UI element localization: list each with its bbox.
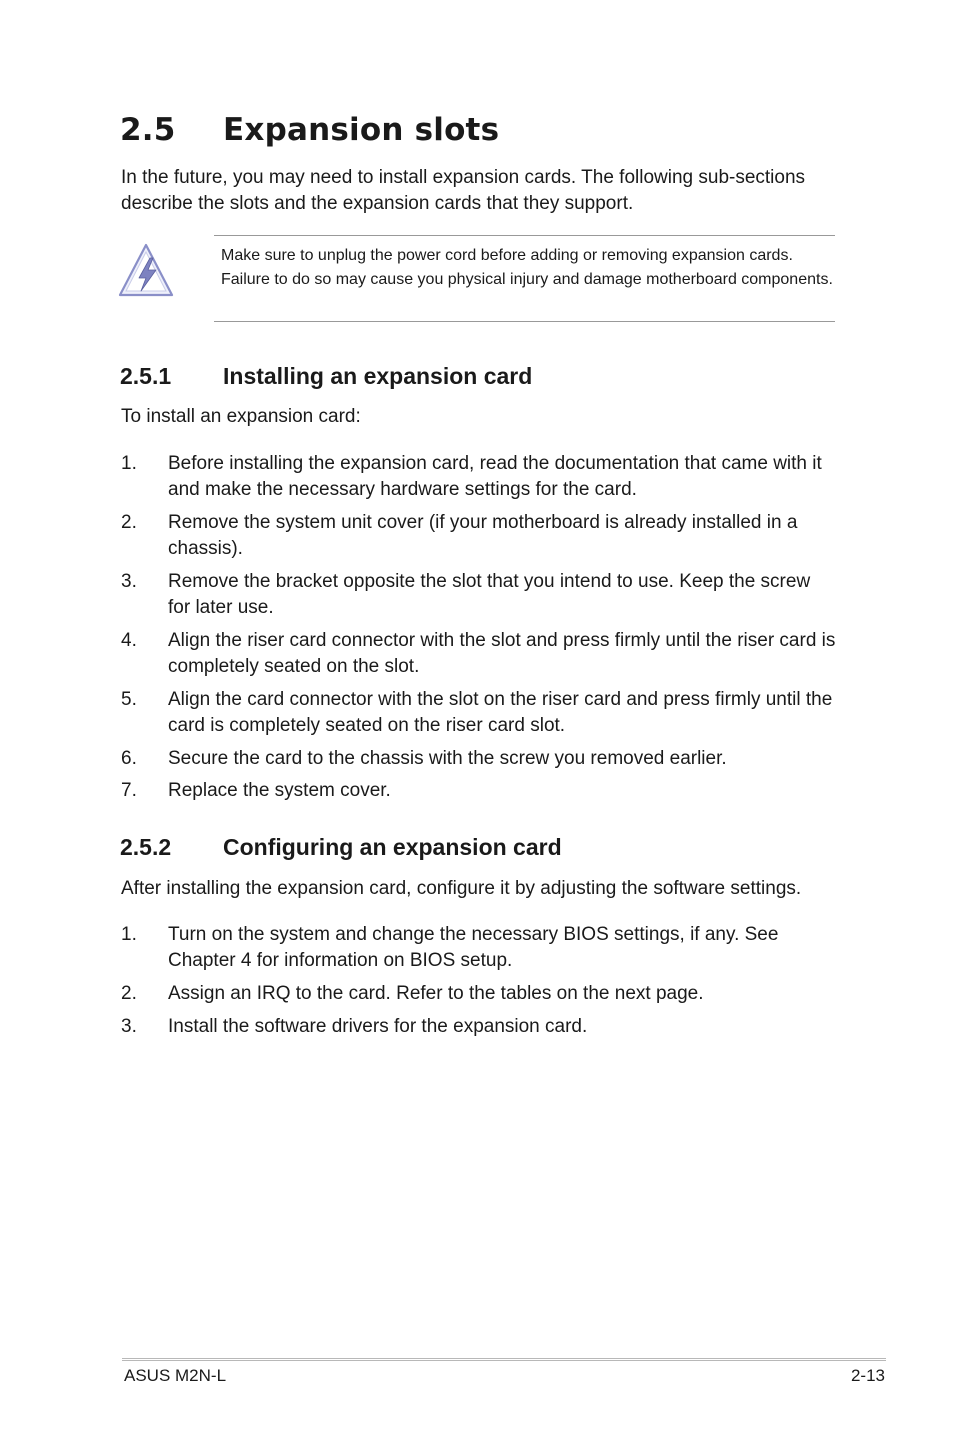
list-item: [121, 628, 836, 680]
warning-lightning-icon: [117, 242, 175, 298]
footer-divider: [122, 1358, 886, 1361]
install-steps-list: [121, 451, 836, 804]
section-number: 2.5: [120, 112, 176, 148]
list-item-text: Align the riser card connector with the slot and press firmly until the riser card is completely seated on the slot.: [168, 630, 836, 677]
note-box: [214, 235, 835, 322]
list-item-text: Align the card connector with the slot on the riser card and press firmly until the card is completely seated on the riser card slot.: [168, 689, 833, 736]
subsection-heading-configuring: [120, 834, 562, 861]
subsection-title: Configuring an expansion card: [223, 834, 562, 860]
list-item-number: 2.: [121, 512, 137, 533]
list-item-text: Replace the system cover.: [168, 780, 391, 801]
list-item-number: 1.: [121, 453, 137, 474]
list-item-text: Turn on the system and change the necessary BIOS settings, if any. See Chapter 4 for information on BIOS setup.: [168, 924, 779, 971]
list-item-number: 3.: [121, 1016, 137, 1037]
list-item-number: 2.: [121, 983, 137, 1004]
list-item-text: Remove the system unit cover (if your motherboard is already installed in a chassis).: [168, 512, 798, 559]
subsection-number: 2.5.1: [120, 363, 172, 389]
list-item: [121, 569, 836, 621]
list-item-text: Secure the card to the chassis with the screw you removed earlier.: [168, 748, 727, 769]
list-item-number: 6.: [121, 748, 137, 769]
intro-paragraph: In the future, you may need to install expansion cards. The following sub-sections describe the slots and the expansion cards that they support.: [121, 167, 806, 214]
list-item-text: Before installing the expansion card, read the documentation that came with it and make the necessary hardware settings for the card.: [168, 453, 822, 500]
list-item-text: Assign an IRQ to the card. Refer to the tables on the next page.: [168, 983, 704, 1004]
install-lead-text: To install an expansion card:: [121, 406, 361, 427]
list-item: [121, 510, 836, 562]
list-item-number: 3.: [121, 571, 137, 592]
note-text: Make sure to unplug the power cord before adding or removing expansion cards. Failure to do so may cause you physical injury and damage motherboard components.: [221, 247, 833, 288]
list-item: [121, 1014, 836, 1040]
configure-steps-list: [121, 922, 836, 1040]
subsection-title: Installing an expansion card: [223, 363, 533, 389]
subsection-heading-installing: [120, 363, 532, 390]
section-title: Expansion slots: [223, 112, 500, 148]
list-item-text: Remove the bracket opposite the slot that you intend to use. Keep the screw for later use.: [168, 571, 811, 618]
list-item-number: 7.: [121, 780, 137, 801]
section-heading: [120, 112, 499, 148]
list-item-text: Install the software drivers for the expansion card.: [168, 1016, 588, 1037]
list-item-number: 5.: [121, 689, 137, 710]
list-item-number: 1.: [121, 924, 137, 945]
list-item-number: 4.: [121, 630, 137, 651]
configure-lead-text: After installing the expansion card, configure it by adjusting the software settings.: [121, 878, 802, 899]
list-item: [121, 778, 836, 804]
list-item: [121, 922, 836, 974]
list-item: [121, 746, 836, 772]
subsection-number: 2.5.2: [120, 834, 172, 860]
list-item: [121, 687, 836, 739]
list-item: [121, 981, 836, 1007]
list-item: [121, 451, 836, 503]
footer-product-name: ASUS M2N-L: [124, 1366, 227, 1385]
footer-page-number: 2-13: [850, 1366, 885, 1385]
